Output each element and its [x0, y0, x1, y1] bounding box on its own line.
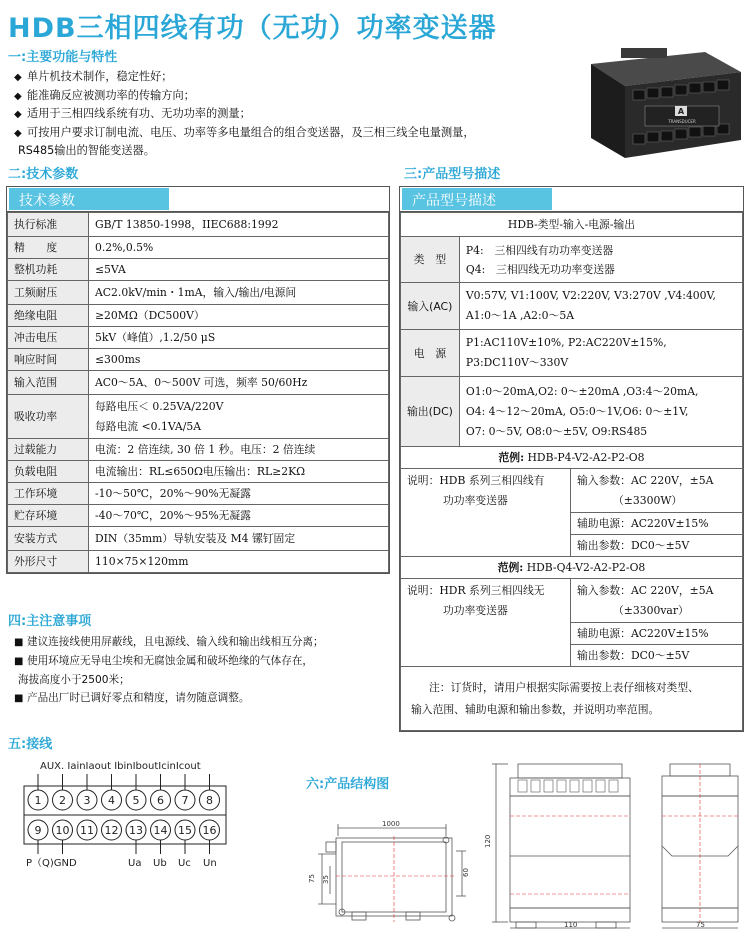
- feature-item: ◆ 可按用户要求订制电流、电压、功率等多电量组合的组合变送器，及三相三线全电量测量，: [14, 125, 475, 139]
- features-list: [14, 68, 564, 160]
- spec-key: 过载能力: [8, 439, 89, 461]
- wiring-label-ua: Ua: [128, 858, 142, 869]
- model-format: HDB-类型-输入-电源-输出: [401, 213, 743, 237]
- terminal-number: 6: [157, 794, 164, 807]
- terminal-number: 16: [202, 824, 217, 837]
- spec-key: 外形尺寸: [8, 551, 89, 573]
- spec-value: 0.2%,0.5%: [89, 237, 389, 259]
- example-output: 输出参数：DC0～±5V: [571, 535, 743, 557]
- spec-row: [8, 305, 389, 327]
- spec-key: 输入范围: [8, 371, 89, 395]
- spec-value: 电流输出：RL≤650Ω电压输出：RL≥2KΩ: [89, 461, 389, 483]
- feature-item: ◆ 单片机技术制作，稳定性好；: [14, 70, 173, 83]
- spec-row: [8, 461, 389, 483]
- spec-key: 安装方式: [8, 527, 89, 551]
- terminal-number: 9: [34, 824, 42, 837]
- dim-75: 75: [308, 874, 316, 883]
- example-title: 范例: HDB-P4-V2-A2-P2-O8: [401, 447, 743, 469]
- example-input: 输入参数：AC 220V，±5A （±3300W）: [571, 469, 743, 513]
- wiring-top-labels: AUX. IainIaout IbinIboutIcinIcout: [40, 761, 201, 772]
- terminal-number: 2: [59, 794, 66, 807]
- note-item: 海拔高度小于2500米；: [18, 674, 130, 686]
- wiring-label-un: Un: [203, 858, 217, 869]
- spec-key: 工作环境: [8, 483, 89, 505]
- spec-table-header: 技术参数: [9, 188, 169, 210]
- power-item: P3:DC110V～330V: [465, 356, 569, 369]
- spec-value: 5kV（峰值）,1.2/50 μS: [89, 327, 389, 349]
- spec-key: 整机功耗: [8, 259, 89, 281]
- wiring-label-uc: Uc: [178, 858, 191, 869]
- wiring-diagram: [18, 758, 238, 870]
- order-note: 注：订货时，请用户根据实际需要按上表仔细核对类型、 输入范围、辅助电源和输出参数，并说明功率范围。: [401, 667, 743, 731]
- spec-value: 电流：2 倍连续, 30 倍 1 秒。电压：2 倍连续: [89, 439, 389, 461]
- terminal-slot: [544, 780, 553, 792]
- page-title: HDB三相四线有功（无功）功率变送器: [8, 13, 497, 44]
- spec-value: -10～50℃，20%～90%无凝露: [89, 483, 389, 505]
- example-aux: 辅助电源：AC220V±15%: [571, 513, 743, 535]
- spec-row: [8, 527, 389, 551]
- structure-drawing: [296, 756, 748, 932]
- note-item: ■ 使用环境应无导电尘埃和无腐蚀金属和破坏绝缘的气体存在，: [14, 655, 314, 667]
- input-label: 输入(AC): [401, 283, 460, 330]
- spec-row: [8, 259, 389, 281]
- example-aux: 辅助电源：AC220V±15%: [571, 623, 743, 645]
- spec-key: 执行标准: [8, 213, 89, 237]
- spec-key: 精 度: [8, 237, 89, 259]
- dim-1000: 1000: [382, 820, 400, 828]
- example-input: 输入参数：AC 220V，±5A （±3300var）: [571, 579, 743, 623]
- photo-text: TRANSDUCER: [668, 119, 696, 124]
- terminal-slot: [570, 780, 579, 792]
- spec-key: 贮存环境: [8, 505, 89, 527]
- spec-key: 负载电阻: [8, 461, 89, 483]
- spec-key: 冲击电压: [8, 327, 89, 349]
- spec-value: ≤5VA: [89, 259, 389, 281]
- terminal-slot: [583, 780, 592, 792]
- type-label: 类 型: [401, 237, 460, 283]
- example-title: 范例: HDB-Q4-V2-A2-P2-O8: [401, 557, 743, 579]
- terminal-number: 4: [108, 794, 115, 807]
- terminal-number: 11: [80, 824, 94, 837]
- example-desc: 说明：HDB 系列三相四线有 功功率变送器: [401, 469, 571, 557]
- spec-row: [8, 327, 389, 349]
- spec-row: [8, 551, 389, 573]
- feature-item: ◆ 能准确反应被测功率的传输方向；: [14, 88, 195, 102]
- spec-key: 工频耐压: [8, 281, 89, 305]
- product-photo: [585, 42, 745, 162]
- dim-120: 120: [484, 834, 492, 848]
- terminal-number: 5: [132, 794, 140, 807]
- spec-row: [8, 395, 389, 439]
- output-item: O4: 4～12～20mA, O5:0～1V,O6: 0～±1V,: [465, 404, 689, 418]
- terminal-slot: [596, 780, 605, 792]
- spec-value: 110×75×120mm: [89, 551, 389, 573]
- type-item: Q4: 三相四线无功功率变送器: [465, 262, 615, 276]
- spec-row: [8, 349, 389, 371]
- section-structure-title: 六:产品结构图: [306, 777, 390, 792]
- section-wiring-title: 五:接线: [8, 737, 53, 752]
- notes-list: [14, 633, 394, 708]
- spec-row: [8, 439, 389, 461]
- section-tech-title: 二:技术参数: [8, 167, 79, 182]
- terminal-slot: [609, 780, 618, 792]
- spec-key: 绝缘电阻: [8, 305, 89, 327]
- spec-table: [6, 186, 390, 574]
- power-label: 电 源: [401, 330, 460, 377]
- output-item: O7: 0～5V, O8:0～±5V, O9:RS485: [465, 424, 648, 438]
- spec-row: [8, 505, 389, 527]
- spec-key: 响应时间: [8, 349, 89, 371]
- output-item: O1:0～20mA,O2: 0～±20mA ,O3:4～20mA,: [465, 384, 699, 398]
- dim-35: 35: [322, 875, 330, 884]
- terminal-number: 14: [153, 824, 168, 837]
- type-item: P4: 三相四线有功功率变送器: [465, 243, 614, 257]
- spec-value: ≥20MΩ（DC500V）: [89, 305, 389, 327]
- terminal-number: 10: [55, 824, 70, 837]
- spec-row: [8, 237, 389, 259]
- section-notes-title: 四:主注意事项: [8, 614, 92, 629]
- dim-110: 110: [564, 921, 578, 929]
- spec-value: AC0～5A、0～500V 可选，频率 50/60Hz: [89, 371, 389, 395]
- spec-value: DIN（35mm）导轨安装及 M4 镙钉固定: [89, 527, 389, 551]
- spec-key: 吸收功率: [8, 395, 89, 439]
- wiring-label-gnd: P（Q)GND: [26, 858, 77, 869]
- terminal-number: 3: [83, 794, 91, 807]
- terminal-number: 8: [206, 794, 213, 807]
- terminal-number: 15: [178, 824, 192, 837]
- spec-value: ≤300ms: [89, 349, 389, 371]
- terminal-number: 1: [34, 794, 42, 807]
- spec-value: GB/T 13850-1998，IIEC688:1992: [89, 213, 389, 237]
- model-table: [399, 186, 744, 732]
- terminal-number: 13: [129, 824, 143, 837]
- output-label: 输出(DC): [401, 377, 460, 447]
- dim-60: 60: [462, 868, 470, 877]
- terminal-slot: [518, 780, 527, 792]
- note-item: ■ 产品出厂时已调好零点和精度，请勿随意调整。: [14, 692, 250, 704]
- section-model-title: 三:产品型号描述: [404, 167, 501, 182]
- photo-badge: A: [677, 107, 685, 116]
- note-item: ■ 建议连接线使用屏蔽线，且电源线、输入线和输出线相互分离；: [14, 636, 324, 648]
- spec-value: -40～70℃，20%～95%无凝露: [89, 505, 389, 527]
- dim-75b: 75: [696, 921, 705, 929]
- section-features-title: 一:主要功能与特性: [8, 50, 118, 65]
- wiring-label-ub: Ub: [153, 858, 167, 869]
- example-desc: 说明：HDR 系列三相四线无 功功率变送器: [401, 579, 571, 667]
- spec-value: AC2.0kV/min・1mA，输入/输出/电源间: [89, 281, 389, 305]
- feature-item: RS485输出的智能变送器。: [18, 144, 155, 157]
- spec-row: [8, 371, 389, 395]
- spec-row: [8, 483, 389, 505]
- spec-value: 每路电压＜ 0.25VA/220V 每路电流 <0.1VA/5A: [89, 395, 389, 439]
- terminal-number: 12: [104, 824, 119, 837]
- example-output: 输出参数：DC0～±5V: [571, 645, 743, 667]
- input-item: A1:0～1A ,A2:0～5A: [465, 309, 575, 322]
- input-item: V0:57V, V1:100V, V2:220V, V3:270V ,V4:400V,: [465, 289, 716, 302]
- terminal-slot: [557, 780, 566, 792]
- spec-row: [8, 213, 389, 237]
- terminal-slot: [531, 780, 540, 792]
- model-table-header: 产品型号描述: [402, 188, 552, 210]
- power-item: P1:AC110V±10%, P2:AC220V±15%,: [465, 336, 667, 349]
- feature-item: ◆ 适用于三相四线系统有功、无功功率的测量；: [14, 107, 251, 120]
- spec-row: [8, 281, 389, 305]
- terminal-number: 7: [181, 794, 189, 807]
